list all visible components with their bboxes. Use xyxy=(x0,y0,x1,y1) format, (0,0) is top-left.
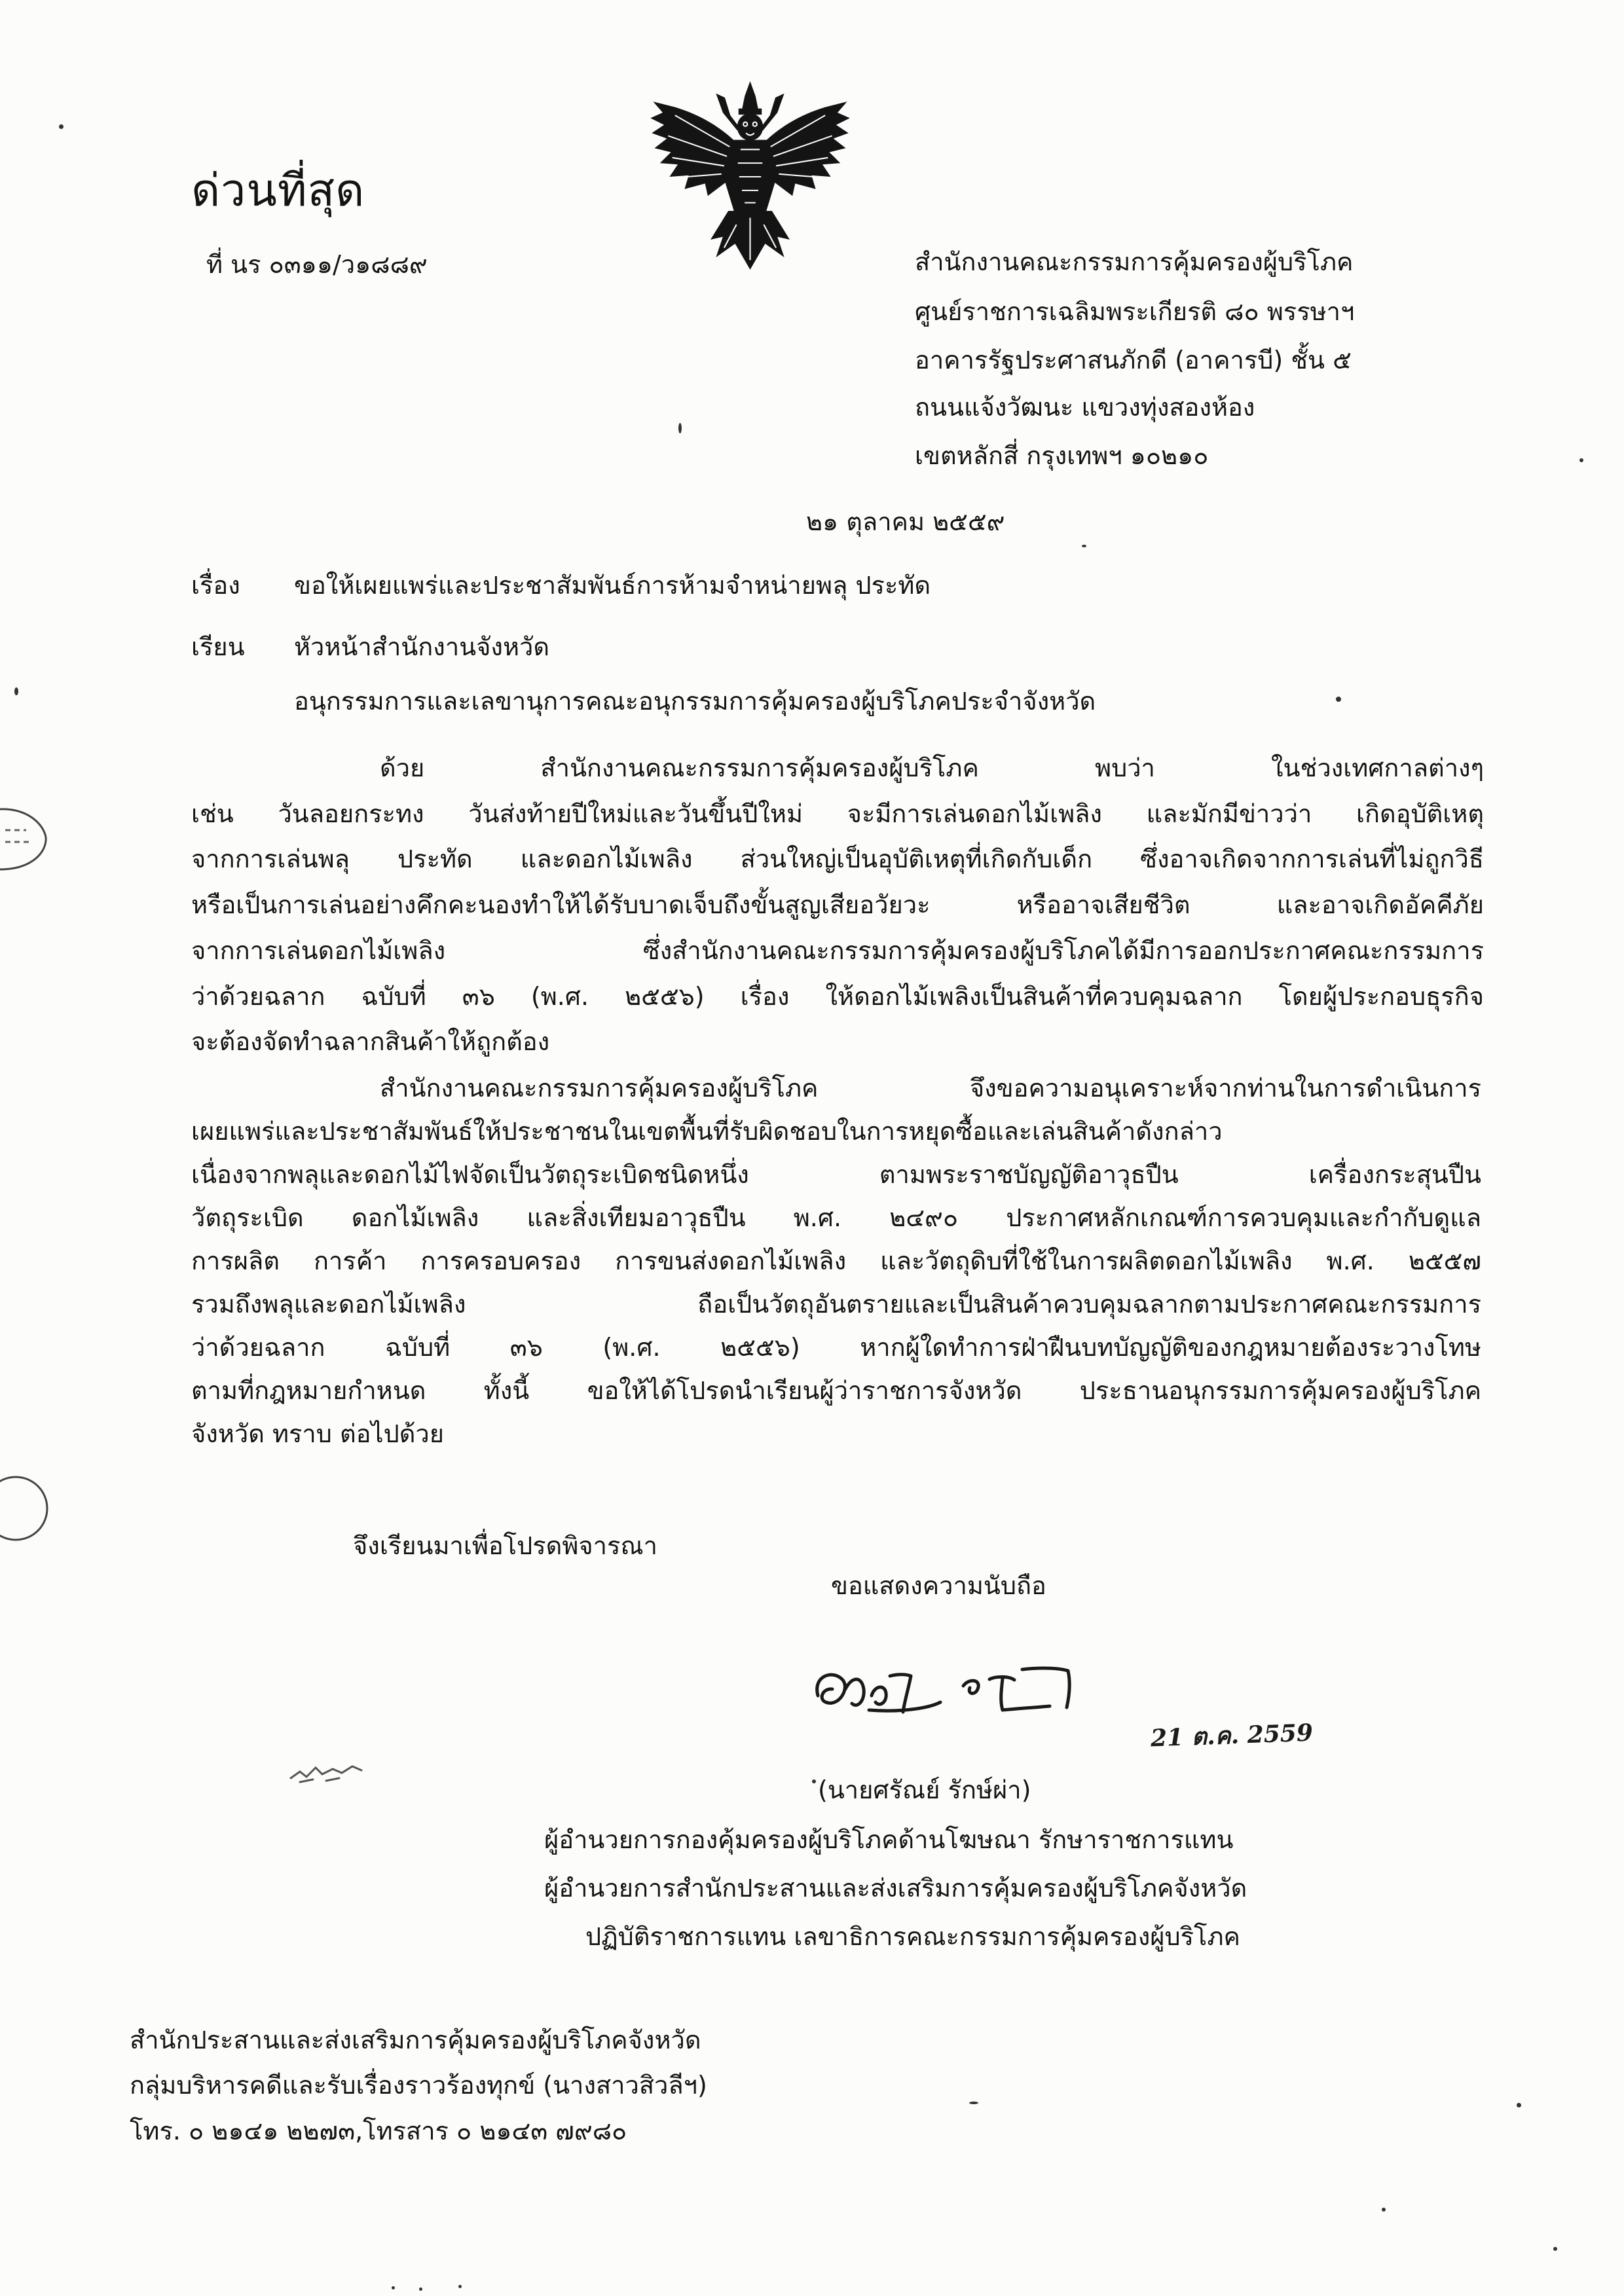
paragraph-line: ว่าด้วยฉลาก ฉบับที่ ๓๖ (พ.ศ. ๒๕๕๖) หากผู้ใดทำการฝ่าฝืนบทบัญญัติของกฎหมายต้องระวางโทษ xyxy=(191,1333,1481,1362)
paragraph-line: จะต้องจัดทำฉลากสินค้าให้ถูกต้อง xyxy=(191,1027,550,1056)
scan-speck xyxy=(59,124,64,129)
paragraph-line: สำนักงานคณะกรรมการคุ้มครองผู้บริโภค จึงขอความอนุเคราะห์จากท่านในการดำเนินการ xyxy=(380,1074,1481,1102)
scribble-mark xyxy=(287,1760,365,1786)
signatory-position: ผู้อำนวยการกองคุ้มครองผู้บริโภคด้านโฆษณา รักษาราชการแทน xyxy=(544,1825,1234,1854)
scan-speck xyxy=(678,423,682,433)
scan-speck xyxy=(1579,458,1583,462)
recipient-line: อนุกรรมการและเลขานุการคณะอนุกรรมการคุ้มครองผู้บริโภคประจำจังหวัด xyxy=(294,687,1096,716)
scan-speck xyxy=(812,1779,816,1783)
recipient-line: หัวหน้าสำนักงานจังหวัด xyxy=(294,632,550,661)
paragraph-line: เช่น วันลอยกระทง วันส่งท้ายปีใหม่และวันขึ้นปีใหม่ จะมีการเล่นดอกไม้เพลิง และมักมีข่าวว่า เกิดอุบัติเหตุ xyxy=(191,799,1484,828)
scan-speck xyxy=(1336,697,1341,702)
closing-salutation: ขอแสดงความนับถือ xyxy=(831,1571,1046,1600)
urgency-heading: ด่วนที่สุด xyxy=(191,165,365,217)
paragraph-line: วัตถุระเบิด ดอกไม้เพลิง และสิ่งเทียมอาวุธปืน พ.ศ. ๒๔๙๐ ประกาศหลักเกณฑ์การควบคุมและกำกับดูแล xyxy=(191,1203,1481,1232)
address-line: เขตหลักสี่ กรุงเทพฯ ๑๐๒๑๐ xyxy=(915,441,1209,470)
address-line: ศูนย์ราชการเฉลิมพระเกียรติ ๘๐ พรรษาฯ xyxy=(915,297,1355,326)
signatory-position: ปฏิบัติราชการแทน เลขาธิการคณะกรรมการคุ้มครองผู้บริโภค xyxy=(585,1922,1240,1951)
reference-number: ที่ นร ๐๓๑๑/ว๑๘๘๙ xyxy=(206,250,428,279)
scan-speck xyxy=(1082,545,1086,547)
hole-punch-mark xyxy=(0,804,59,876)
contact-group: กลุ่มบริหารคดีและรับเรื่องราวร้องทุกข์ (นางสาวสิวลีฯ) xyxy=(130,2071,707,2100)
subject-label: เรื่อง xyxy=(191,571,240,600)
paragraph-line: ตามที่กฎหมายกำหนด ทั้งนี้ ขอให้ได้โปรดนำเรียนผู้ว่าราชการจังหวัด ประธานอนุกรรมการคุ้มครองผู้บริโภค xyxy=(191,1376,1481,1405)
address-line: สำนักงานคณะกรรมการคุ้มครองผู้บริโภค xyxy=(915,247,1354,276)
contact-phone: โทร. ๐ ๒๑๔๑ ๒๒๗๓,โทรสาร ๐ ๒๑๔๓ ๗๙๘๐ xyxy=(130,2117,627,2145)
paragraph-line: ว่าด้วยฉลาก ฉบับที่ ๓๖ (พ.ศ. ๒๕๕๖) เรื่อง ให้ดอกไม้เพลิงเป็นสินค้าที่ควบคุมฉลาก โดยผู้ประกอบธุรกิจ xyxy=(191,982,1484,1011)
garuda-emblem xyxy=(647,81,853,272)
paragraph-line: เนื่องจากพลุและดอกไม้ไฟจัดเป็นวัตถุระเบิดชนิดหนึ่ง ตามพระราชบัญญัติอาวุธปืน เครื่องกระสุนปืน xyxy=(191,1160,1481,1189)
scan-speck xyxy=(1382,2208,1386,2212)
paragraph-line: ด้วย สำนักงานคณะกรรมการคุ้มครองผู้บริโภค พบว่า ในช่วงเทศกาลต่างๆ xyxy=(380,754,1484,782)
paragraph-line: หรือเป็นการเล่นอย่างคึกคะนองทำให้ได้รับบาดเจ็บถึงขั้นสูญเสียอวัยวะ หรืออาจเสียชีวิต และอาจเกิดอัคคีภัย xyxy=(191,890,1484,919)
recipient-label: เรียน xyxy=(191,632,245,661)
paragraph-line: เผยแพร่และประชาสัมพันธ์ให้ประชาชนในเขตพื้นที่รับผิดชอบในการหยุดซื้อและเล่นสินค้าดังกล่าว xyxy=(191,1117,1223,1146)
scan-speck xyxy=(419,2287,422,2291)
signatory-name: (นายศรัณย์ รักษ์ผ่า) xyxy=(818,1776,1031,1804)
paragraph-line: รวมถึงพลุและดอกไม้เพลิง ถือเป็นวัตถุอันตรายและเป็นสินค้าควบคุมฉลากตามประกาศคณะกรรมการ xyxy=(191,1290,1481,1319)
handwritten-signature xyxy=(806,1650,1134,1728)
scan-speck xyxy=(969,2102,978,2104)
contact-office: สำนักประสานและส่งเสริมการคุ้มครองผู้บริโภคจังหวัด xyxy=(130,2026,701,2054)
scan-speck xyxy=(1517,2103,1521,2107)
subject-text: ขอให้เผยแพร่และประชาสัมพันธ์การห้ามจำหน่ายพลุ ประทัด xyxy=(294,571,931,600)
address-line: ถนนแจ้งวัฒนะ แขวงทุ่งสองห้อง xyxy=(915,393,1255,422)
paragraph-line: จากการเล่นดอกไม้เพลิง ซึ่งสำนักงานคณะกรรมการคุ้มครองผู้บริโภคได้มีการออกประกาศคณะกรรมการ xyxy=(191,936,1484,965)
scan-speck xyxy=(458,2285,462,2288)
hole-punch-mark xyxy=(0,1473,59,1545)
scan-speck xyxy=(392,2286,395,2289)
paragraph-line: จากการเล่นพลุ ประทัด และดอกไม้เพลิง ส่วนใหญ่เป็นอุบัติเหตุที่เกิดกับเด็ก ซึ่งอาจเกิดจากการเล่นที่ไม่ถูกวิธี xyxy=(191,845,1484,873)
signatory-position: ผู้อำนวยการสำนักประสานและส่งเสริมการคุ้มครองผู้บริโภคจังหวัด xyxy=(544,1874,1247,1903)
scan-speck xyxy=(14,687,18,695)
scan-speck xyxy=(1553,2247,1557,2251)
paragraph-line: จังหวัด ทราบ ต่อไปด้วย xyxy=(191,1419,444,1448)
letter-date: ๒๑ ตุลาคม ๒๕๕๙ xyxy=(806,507,1005,536)
closing-request: จึงเรียนมาเพื่อโปรดพิจารณา xyxy=(353,1531,657,1560)
paragraph-line: การผลิต การค้า การครอบครอง การขนส่งดอกไม้เพลิง และวัตถุดิบที่ใช้ในการผลิตดอกไม้เพลิง พ.ศ. ๒๕๕๗ xyxy=(191,1247,1481,1275)
address-line: อาคารรัฐประศาสนภักดี (อาคารบี) ชั้น ๕ xyxy=(915,346,1352,374)
handwritten-date: 21 ต.ค. 2559 xyxy=(1150,1719,1314,1753)
